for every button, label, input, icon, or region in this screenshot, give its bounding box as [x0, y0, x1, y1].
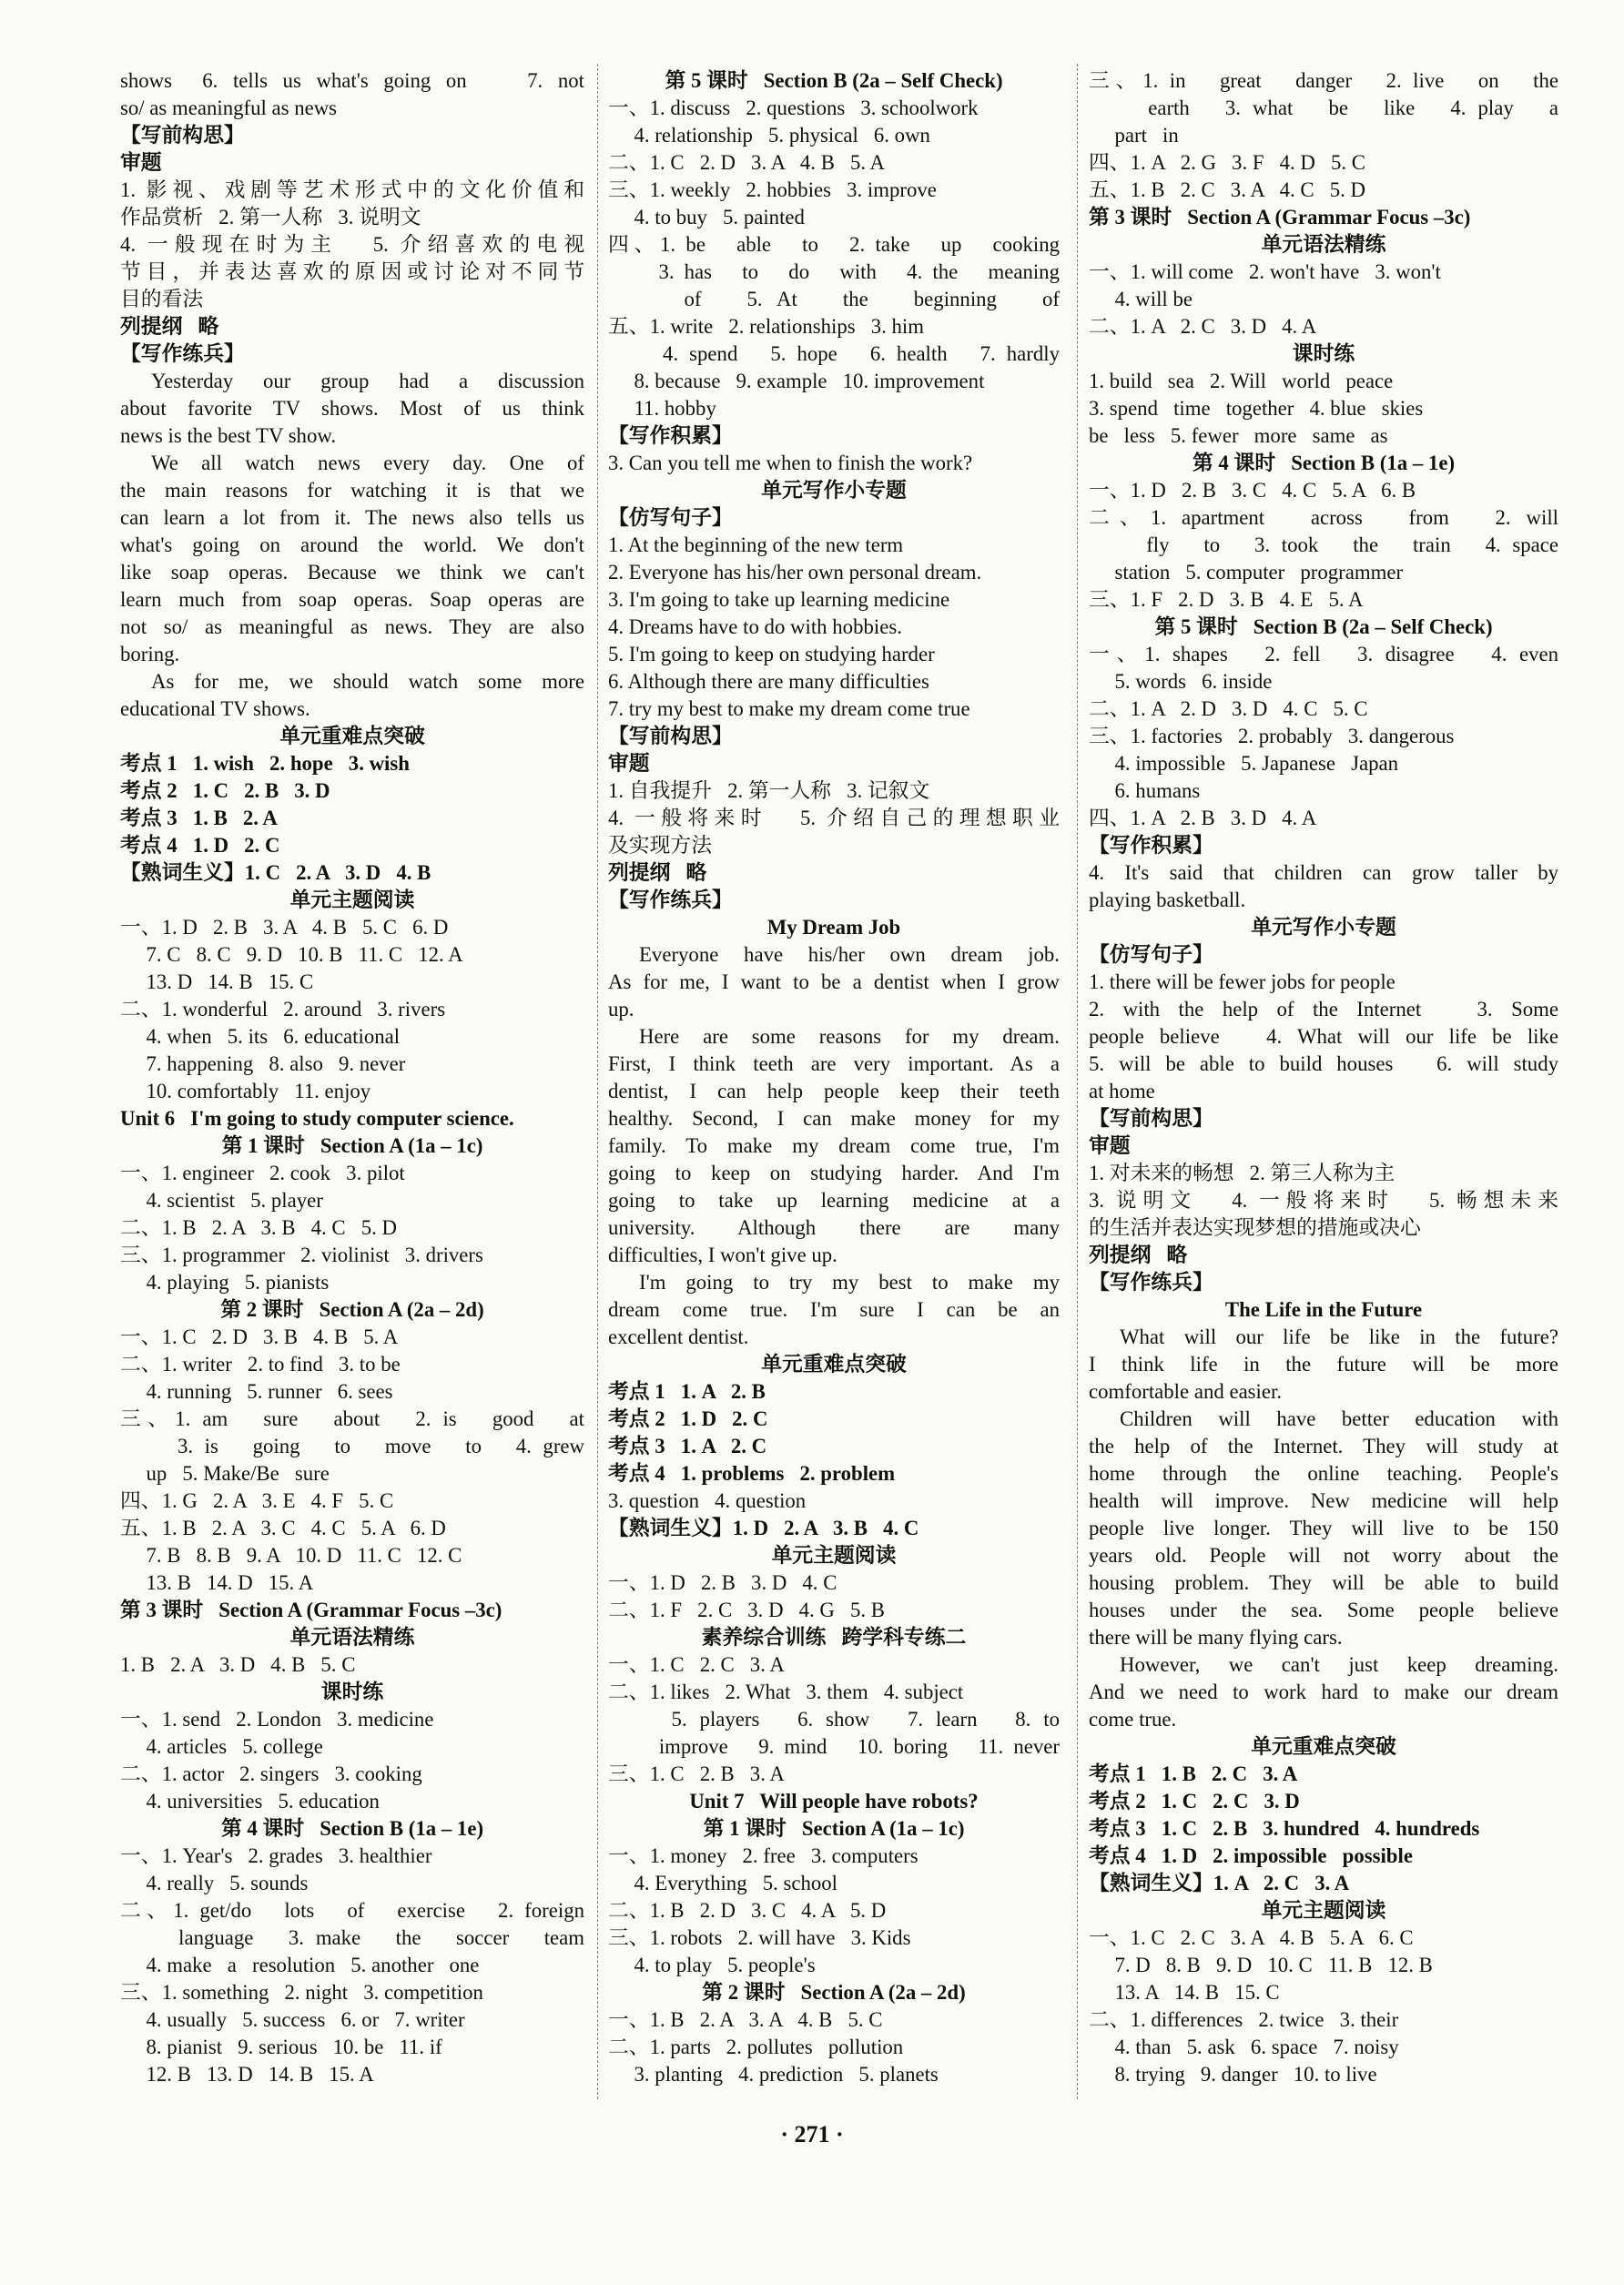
answer-line: 考点 4 1. D 2. impossible possible [1089, 1844, 1413, 1867]
column-divider [597, 64, 598, 2099]
answer-line: 二、1. actor 2. singers 3. cooking [120, 1762, 422, 1785]
answer-line: 【写作练兵】 [1089, 1271, 1213, 1294]
section-heading: 第 2 课时 Section A (2a – 2d) [702, 1981, 966, 2004]
answer-line: 1. 对未来的畅想 2. 第三人称为主 [1089, 1162, 1396, 1184]
answer-line: up. [608, 998, 634, 1021]
answer-line: difficulties, I won't give up. [608, 1244, 837, 1266]
answer-line: 4. running 5. runner 6. sees [120, 1380, 393, 1403]
answer-line: 审题 [608, 752, 650, 775]
answer-line: 4. playing 5. pianists [120, 1271, 330, 1294]
answer-line: 【仿写句子】 [1089, 943, 1213, 966]
section-heading: 第 5 课时 Section B (2a – Self Check) [1154, 615, 1493, 638]
answer-line: 11. hobby [608, 397, 716, 420]
section-heading: 单元重难点突破 [1251, 1735, 1396, 1758]
column-right [1089, 67, 1558, 2088]
answer-line: 7. happening 8. also 9. never [120, 1052, 406, 1075]
answer-line: 的生活并表达实现梦想的措施或决心 [1089, 1216, 1421, 1239]
section-heading: 单元语法精练 [1261, 233, 1386, 256]
section-heading: 第 4 课时 Section B (1a – 1e) [220, 1817, 484, 1840]
answer-line: 13. B 14. D 15. A [120, 1571, 314, 1594]
answer-line: 8. pianist 9. serious 10. be 11. if [120, 2036, 442, 2058]
answer-line: 三、1. weekly 2. hobbies 3. improve [608, 178, 937, 201]
answer-line: 一、1. Year's 2. grades 3. healthier [120, 1844, 432, 1867]
answer-line: 【写作积累】 [608, 424, 733, 447]
answer-line: 【写前构思】 [120, 124, 245, 147]
answer-line: 7. B 8. B 9. A 10. D 11. C 12. C [120, 1544, 462, 1567]
section-heading: 第 2 课时 Section A (2a – 2d) [220, 1298, 484, 1321]
answer-line: the help of the Internet. They will study at [1089, 1435, 1558, 1457]
answer-line: 一、1. C 2. C 3. A 4. B 5. A 6. C [1089, 1926, 1414, 1949]
answer-line: 考点 2 1. C 2. B 3. D [120, 779, 330, 802]
answer-line: 二、1. parts 2. pollutes pollution [608, 2036, 904, 2058]
answer-line: 7. D 8. B 9. D 10. C 11. B 12. B [1089, 1954, 1433, 1976]
answer-line: As for me, I want to be a dentist when I grow [608, 970, 1060, 993]
answer-line: at home [1089, 1080, 1155, 1102]
answer-line: 【熟词生义】1. D 2. A 3. B 4. C [608, 1517, 919, 1539]
answer-line: 考点 2 1. D 2. C [608, 1407, 768, 1430]
answer-line: However, we can't just keep dreaming. [1120, 1653, 1558, 1676]
answer-line: 【熟词生义】1. A 2. C 3. A [1089, 1872, 1350, 1894]
answer-line: 二、1. writer 2. to find 3. to be [120, 1353, 401, 1376]
section-heading: 单元重难点突破 [279, 725, 425, 747]
answer-line: 【写前构思】 [1089, 1107, 1213, 1130]
answer-line: 4. universities 5. education [120, 1790, 380, 1813]
answer-line: We all watch news every day. One of [151, 452, 584, 474]
answer-line: 4. impossible 5. Japanese Japan [1089, 752, 1398, 775]
answer-line: 二、1. apartment across from 2. will [1089, 506, 1558, 529]
answer-line: Yesterday our group had a discussion [151, 370, 584, 392]
answer-line: family. To make my dream come true, I'm [608, 1134, 1060, 1157]
answer-line: 考点 2 1. C 2. C 3. D [1089, 1790, 1300, 1813]
section-heading: 单元主题阅读 [771, 1544, 897, 1567]
section-heading: 单元主题阅读 [289, 889, 415, 911]
answer-line: 5. players 6. show 7. learn 8. to [608, 1708, 1060, 1731]
answer-line: 三、1. robots 2. will have 3. Kids [608, 1926, 911, 1949]
answer-line: 1. 自我提升 2. 第一人称 3. 记叙文 [608, 779, 930, 802]
answer-line: 考点 4 1. D 2. C [120, 834, 280, 857]
answer-line: 3. spend time together 4. blue skies [1089, 397, 1424, 420]
answer-line: Everyone have his/her own dream job. [639, 943, 1060, 966]
answer-line: earth 3. what be like 4. play a [1089, 96, 1558, 119]
answer-line: excellent dentist. [608, 1325, 749, 1348]
answer-line: 一、1. will come 2. won't have 3. won't [1089, 260, 1441, 283]
answer-line: 【写作练兵】 [608, 889, 733, 911]
answer-line: the main reasons for watching it is that we [120, 479, 584, 502]
answer-line: Children will have better education with [1120, 1407, 1558, 1430]
answer-line: 4. than 5. ask 6. space 7. noisy [1089, 2036, 1399, 2058]
answer-line: I think life in the future will be more [1089, 1353, 1558, 1376]
answer-line: 4. Everything 5. school [608, 1872, 838, 1894]
answer-line: 五、1. B 2. C 3. A 4. C 5. D [1089, 178, 1365, 201]
answer-line: comfortable and easier. [1089, 1380, 1283, 1403]
answer-line: educational TV shows. [120, 697, 310, 720]
answer-line: Unit 6 I'm going to study computer science. [120, 1107, 514, 1130]
column-divider [1077, 64, 1078, 2099]
section-heading: 单元写作小专题 [1251, 916, 1396, 939]
answer-line: health will improve. New medicine will help [1089, 1489, 1558, 1512]
answer-line: 四、1. A 2. B 3. D 4. A [1089, 807, 1317, 829]
section-heading: 素养综合训练 跨学科专练二 [701, 1626, 967, 1649]
answer-line: 四、1. G 2. A 3. E 4. F 5. C [120, 1489, 394, 1512]
answer-line: of 5. At the beginning of [608, 288, 1060, 310]
page-number: · 271 · [780, 2121, 844, 2148]
answer-line: And we need to work hard to make our dream [1089, 1681, 1558, 1703]
answer-line: 四、1. be able to 2. take up cooking [608, 233, 1060, 256]
answer-line: 二、1. get/do lots of exercise 2. foreign [120, 1899, 584, 1922]
answer-line: 三、1. C 2. B 3. A [608, 1762, 785, 1785]
answer-line: 一、1. B 2. A 3. A 4. B 5. C [608, 2008, 883, 2031]
answer-line: 一、1. discuss 2. questions 3. schoolwork [608, 96, 979, 119]
answer-line: 二、1. B 2. A 3. B 4. C 5. D [120, 1216, 397, 1239]
answer-line: 6. humans [1089, 779, 1201, 802]
answer-line: shows 6. tells us what's going on 7. not [120, 69, 584, 92]
answer-line: 一、1. D 2. B 3. D 4. C [608, 1571, 837, 1594]
answer-line: 3. I'm going to take up learning medicine [608, 588, 950, 611]
section-heading: 课时练 [1292, 342, 1355, 365]
answer-line: so/ as meaningful as news [120, 96, 338, 119]
answer-line: 列提纲 略 [608, 861, 707, 884]
answer-line: 二、1. A 2. D 3. D 4. C 5. C [1089, 697, 1368, 720]
answer-line: 四、1. A 2. G 3. F 4. D 5. C [1089, 151, 1365, 174]
answer-line: there will be many flying cars. [1089, 1626, 1343, 1649]
section-heading: Unit 7 Will people have robots? [689, 1790, 979, 1813]
answer-line: 4. Dreams have to do with hobbies. [608, 615, 902, 638]
answer-line: 第 3 课时 Section A (Grammar Focus –3c) [120, 1599, 502, 1621]
answer-line: about favorite TV shows. Most of us think [120, 397, 584, 420]
answer-line: 一、1. C 2. C 3. A [608, 1653, 785, 1676]
answer-line: 8. because 9. example 10. improvement [608, 370, 985, 392]
answer-line: 4. articles 5. college [120, 1735, 323, 1758]
answer-line: dream come true. I'm sure I can be an [608, 1298, 1060, 1321]
answer-line: 三、1. in great danger 2. live on the [1089, 69, 1558, 92]
answer-line: 3. question 4. question [608, 1489, 807, 1512]
answer-line: 一、1. send 2. London 3. medicine [120, 1708, 434, 1731]
answer-line: 五、1. B 2. A 3. C 4. C 5. A 6. D [120, 1517, 446, 1539]
answer-line: 三、1. am sure about 2. is good at [120, 1407, 584, 1430]
answer-line: what's going on around the world. We don't [120, 533, 584, 556]
answer-line: 1. there will be fewer jobs for people [1089, 970, 1396, 993]
answer-line: 二、1. B 2. D 3. C 4. A 5. D [608, 1899, 887, 1922]
answer-line: going to take up learning medicine at a [608, 1189, 1060, 1212]
answer-line: 2. Everyone has his/her own personal dream. [608, 561, 982, 584]
answer-line: 一、1. D 2. B 3. A 4. B 5. C 6. D [120, 916, 449, 939]
answer-line: 【写作练兵】 [120, 342, 245, 365]
answer-line: news is the best TV show. [120, 424, 337, 447]
section-heading: 单元写作小专题 [761, 479, 907, 502]
answer-line: part in [1089, 124, 1179, 147]
answer-line: going to keep on studying harder. And I'm [608, 1162, 1060, 1184]
answer-line: not so/ as meaningful as news. They are also [120, 615, 584, 638]
answer-line: 考点 4 1. problems 2. problem [608, 1462, 896, 1485]
answer-line: like soap operas. Because we think we can't [120, 561, 584, 584]
answer-line: 3. planting 4. prediction 5. planets [608, 2063, 939, 2086]
answer-line: 4. usually 5. success 6. or 7. writer [120, 2008, 465, 2031]
answer-line: 审题 [1089, 1134, 1131, 1157]
answer-line: 考点 3 1. A 2. C [608, 1435, 767, 1457]
answer-line: 4. will be [1089, 288, 1193, 310]
answer-line: university. Although there are many [608, 1216, 1060, 1239]
answer-line: 3. is going to move to 4. grew [120, 1435, 584, 1457]
answer-line: 1. build sea 2. Will world peace [1089, 370, 1394, 392]
answer-line: 【写前构思】 [608, 725, 733, 747]
answer-line: 6. Although there are many difficulties [608, 670, 929, 693]
answer-line: fly to 3. took the train 4. space [1089, 533, 1558, 556]
answer-line: can learn a lot from it. The news also tells us [120, 506, 584, 529]
answer-line: 13. D 14. B 15. C [120, 970, 314, 993]
answer-line: 列提纲 略 [1089, 1244, 1188, 1266]
answer-line: 7. try my best to make my dream come true [608, 697, 970, 720]
answer-line: 节目，并表达喜欢的原因或讨论对不同节 [120, 260, 584, 283]
answer-line: 1. 影视、戏剧等艺术形式中的文化价值和 [120, 178, 584, 201]
answer-line: Here are some reasons for my dream. [639, 1025, 1060, 1048]
answer-line: 列提纲 略 [120, 315, 219, 338]
answer-line: 8. trying 9. danger 10. to live [1089, 2063, 1377, 2086]
answer-line: people live longer. They will live to be 150 [1089, 1517, 1558, 1539]
answer-line: 考点 1 1. B 2. C 3. A [1089, 1762, 1298, 1785]
answer-line: housing problem. They will be able to build [1089, 1571, 1558, 1594]
answer-line: 5. words 6. inside [1089, 670, 1273, 693]
answer-line: 1. At the beginning of the new term [608, 533, 904, 556]
section-heading: 第 1 课时 Section A (1a – 1c) [703, 1817, 965, 1840]
answer-line: 【仿写句子】 [608, 506, 733, 529]
answer-line: dentist, I can help people keep their teeth [608, 1080, 1060, 1102]
column-left [120, 67, 584, 2088]
answer-line: 二、1. differences 2. twice 3. their [1089, 2008, 1399, 2031]
section-heading: 课时练 [320, 1681, 384, 1703]
section-heading: 第 4 课时 Section B (1a – 1e) [1192, 452, 1456, 474]
answer-line: years old. People will not worry about the [1089, 1544, 1558, 1567]
section-heading: 第 5 课时 Section B (2a – Self Check) [665, 69, 1003, 92]
section-heading: 单元重难点突破 [761, 1353, 907, 1376]
answer-line: 4. relationship 5. physical 6. own [608, 124, 930, 147]
section-heading: My Dream Job [766, 916, 901, 939]
answer-line: 作品赏析 2. 第一人称 3. 说明文 [120, 206, 421, 228]
answer-line: 一、1. engineer 2. cook 3. pilot [120, 1162, 405, 1184]
answer-line: 三、1. something 2. night 3. competition [120, 1981, 483, 2004]
answer-line: 二、1. wonderful 2. around 3. rivers [120, 998, 446, 1021]
answer-line: 考点 1 1. A 2. B [608, 1380, 766, 1403]
answer-line: 一、1. D 2. B 3. C 4. C 5. A 6. B [1089, 479, 1416, 502]
answer-line: 一、1. money 2. free 3. computers [608, 1844, 919, 1867]
answer-line: 4. 一般将来时 5. 介绍自己的理想职业 [608, 807, 1060, 829]
answer-line: 第 3 课时 Section A (Grammar Focus –3c) [1089, 206, 1471, 228]
answer-line: 10. comfortably 11. enjoy [120, 1080, 371, 1102]
answer-line: 考点 3 1. B 2. A [120, 807, 278, 829]
answer-line: 4. to play 5. people's [608, 1954, 816, 1976]
answer-line: 一、1. C 2. D 3. B 4. B 5. A [120, 1325, 399, 1348]
answer-line: 12. B 13. D 14. B 15. A [120, 2063, 374, 2086]
answer-line: 4. to buy 5. painted [608, 206, 805, 228]
answer-line: station 5. computer programmer [1089, 561, 1404, 584]
answer-line: 三、1. programmer 2. violinist 3. drivers [120, 1244, 483, 1266]
answer-line: 二、1. C 2. D 3. A 4. B 5. A [608, 151, 885, 174]
answer-line: healthy. Second, I can make money for my [608, 1107, 1060, 1130]
answer-line: 五、1. write 2. relationships 3. him [608, 315, 924, 338]
answer-line: 二、1. F 2. C 3. D 4. G 5. B [608, 1599, 885, 1621]
answer-line: 3. Can you tell me when to finish the work? [608, 452, 973, 474]
answer-line: I'm going to try my best to make my [639, 1271, 1060, 1294]
answer-line: improve 9. mind 10. boring 11. never [608, 1735, 1060, 1758]
answer-line: 13. A 14. B 15. C [1089, 1981, 1280, 2004]
answer-line: 4. It's said that children can grow taller by [1089, 861, 1558, 884]
answer-line: 【熟词生义】1. C 2. A 3. D 4. B [120, 861, 431, 884]
answer-line: 3. has to do with 4. the meaning [608, 260, 1060, 283]
answer-line: 3. 说明文 4. 一般将来时 5. 畅想未来 [1089, 1189, 1558, 1212]
answer-line: First, I think teeth are very important. As a [608, 1052, 1060, 1075]
answer-line: come true. [1089, 1708, 1177, 1731]
answer-line: 三、1. factories 2. probably 3. dangerous [1089, 725, 1455, 747]
answer-line: 审题 [120, 151, 162, 174]
answer-line: 4. really 5. sounds [120, 1872, 309, 1894]
section-heading: 单元主题阅读 [1261, 1899, 1386, 1922]
answer-line: 4. make a resolution 5. another one [120, 1954, 480, 1976]
answer-line: As for me, we should watch some more [151, 670, 584, 693]
answer-line: 5. I'm going to keep on studying harder [608, 643, 935, 665]
answer-line: 2. with the help of the Internet 3. Some [1089, 998, 1558, 1021]
answer-line: What will our life be like in the future? [1120, 1325, 1558, 1348]
answer-line: language 3. make the soccer team [120, 1926, 584, 1949]
answer-line: people believe 4. What will our life be like [1089, 1025, 1558, 1048]
answer-line: houses under the sea. Some people believe [1089, 1599, 1558, 1621]
answer-line: 考点 1 1. wish 2. hope 3. wish [120, 752, 410, 775]
answer-line: 考点 3 1. C 2. B 3. hundred 4. hundreds [1089, 1817, 1480, 1840]
answer-line: 二、1. A 2. C 3. D 4. A [1089, 315, 1317, 338]
section-heading: 单元语法精练 [289, 1626, 415, 1649]
answer-line: 4. spend 5. hope 6. health 7. hardly [608, 342, 1060, 365]
section-heading: The Life in the Future [1224, 1298, 1423, 1321]
section-heading: 第 1 课时 Section A (1a – 1c) [221, 1134, 483, 1157]
answer-line: 4. 一般现在时为主 5. 介绍喜欢的电视 [120, 233, 584, 256]
answer-line: 二、1. likes 2. What 3. them 4. subject [608, 1681, 964, 1703]
answer-line: 及实现方法 [608, 834, 712, 857]
answer-line: be less 5. fewer more same as [1089, 424, 1388, 447]
answer-line: 一、1. shapes 2. fell 3. disagree 4. even [1089, 643, 1558, 665]
answer-line: home through the online teaching. People's [1089, 1462, 1558, 1485]
answer-line: 三、1. F 2. D 3. B 4. E 5. A [1089, 588, 1364, 611]
answer-line: 目的看法 [120, 288, 204, 310]
answer-line: playing basketball. [1089, 889, 1246, 911]
answer-line: 4. scientist 5. player [120, 1189, 323, 1212]
answer-line: 4. when 5. its 6. educational [120, 1025, 401, 1048]
answer-line: learn much from soap operas. Soap operas are [120, 588, 584, 611]
answer-line: 5. will be able to build houses 6. will study [1089, 1052, 1558, 1075]
answer-line: 7. C 8. C 9. D 10. B 11. C 12. A [120, 943, 463, 966]
answer-line: up 5. Make/Be sure [120, 1462, 330, 1485]
answer-line: 1. B 2. A 3. D 4. B 5. C [120, 1653, 356, 1676]
answer-line: 【写作积累】 [1089, 834, 1213, 857]
answer-line: boring. [120, 643, 180, 665]
column-middle [608, 67, 1060, 2088]
